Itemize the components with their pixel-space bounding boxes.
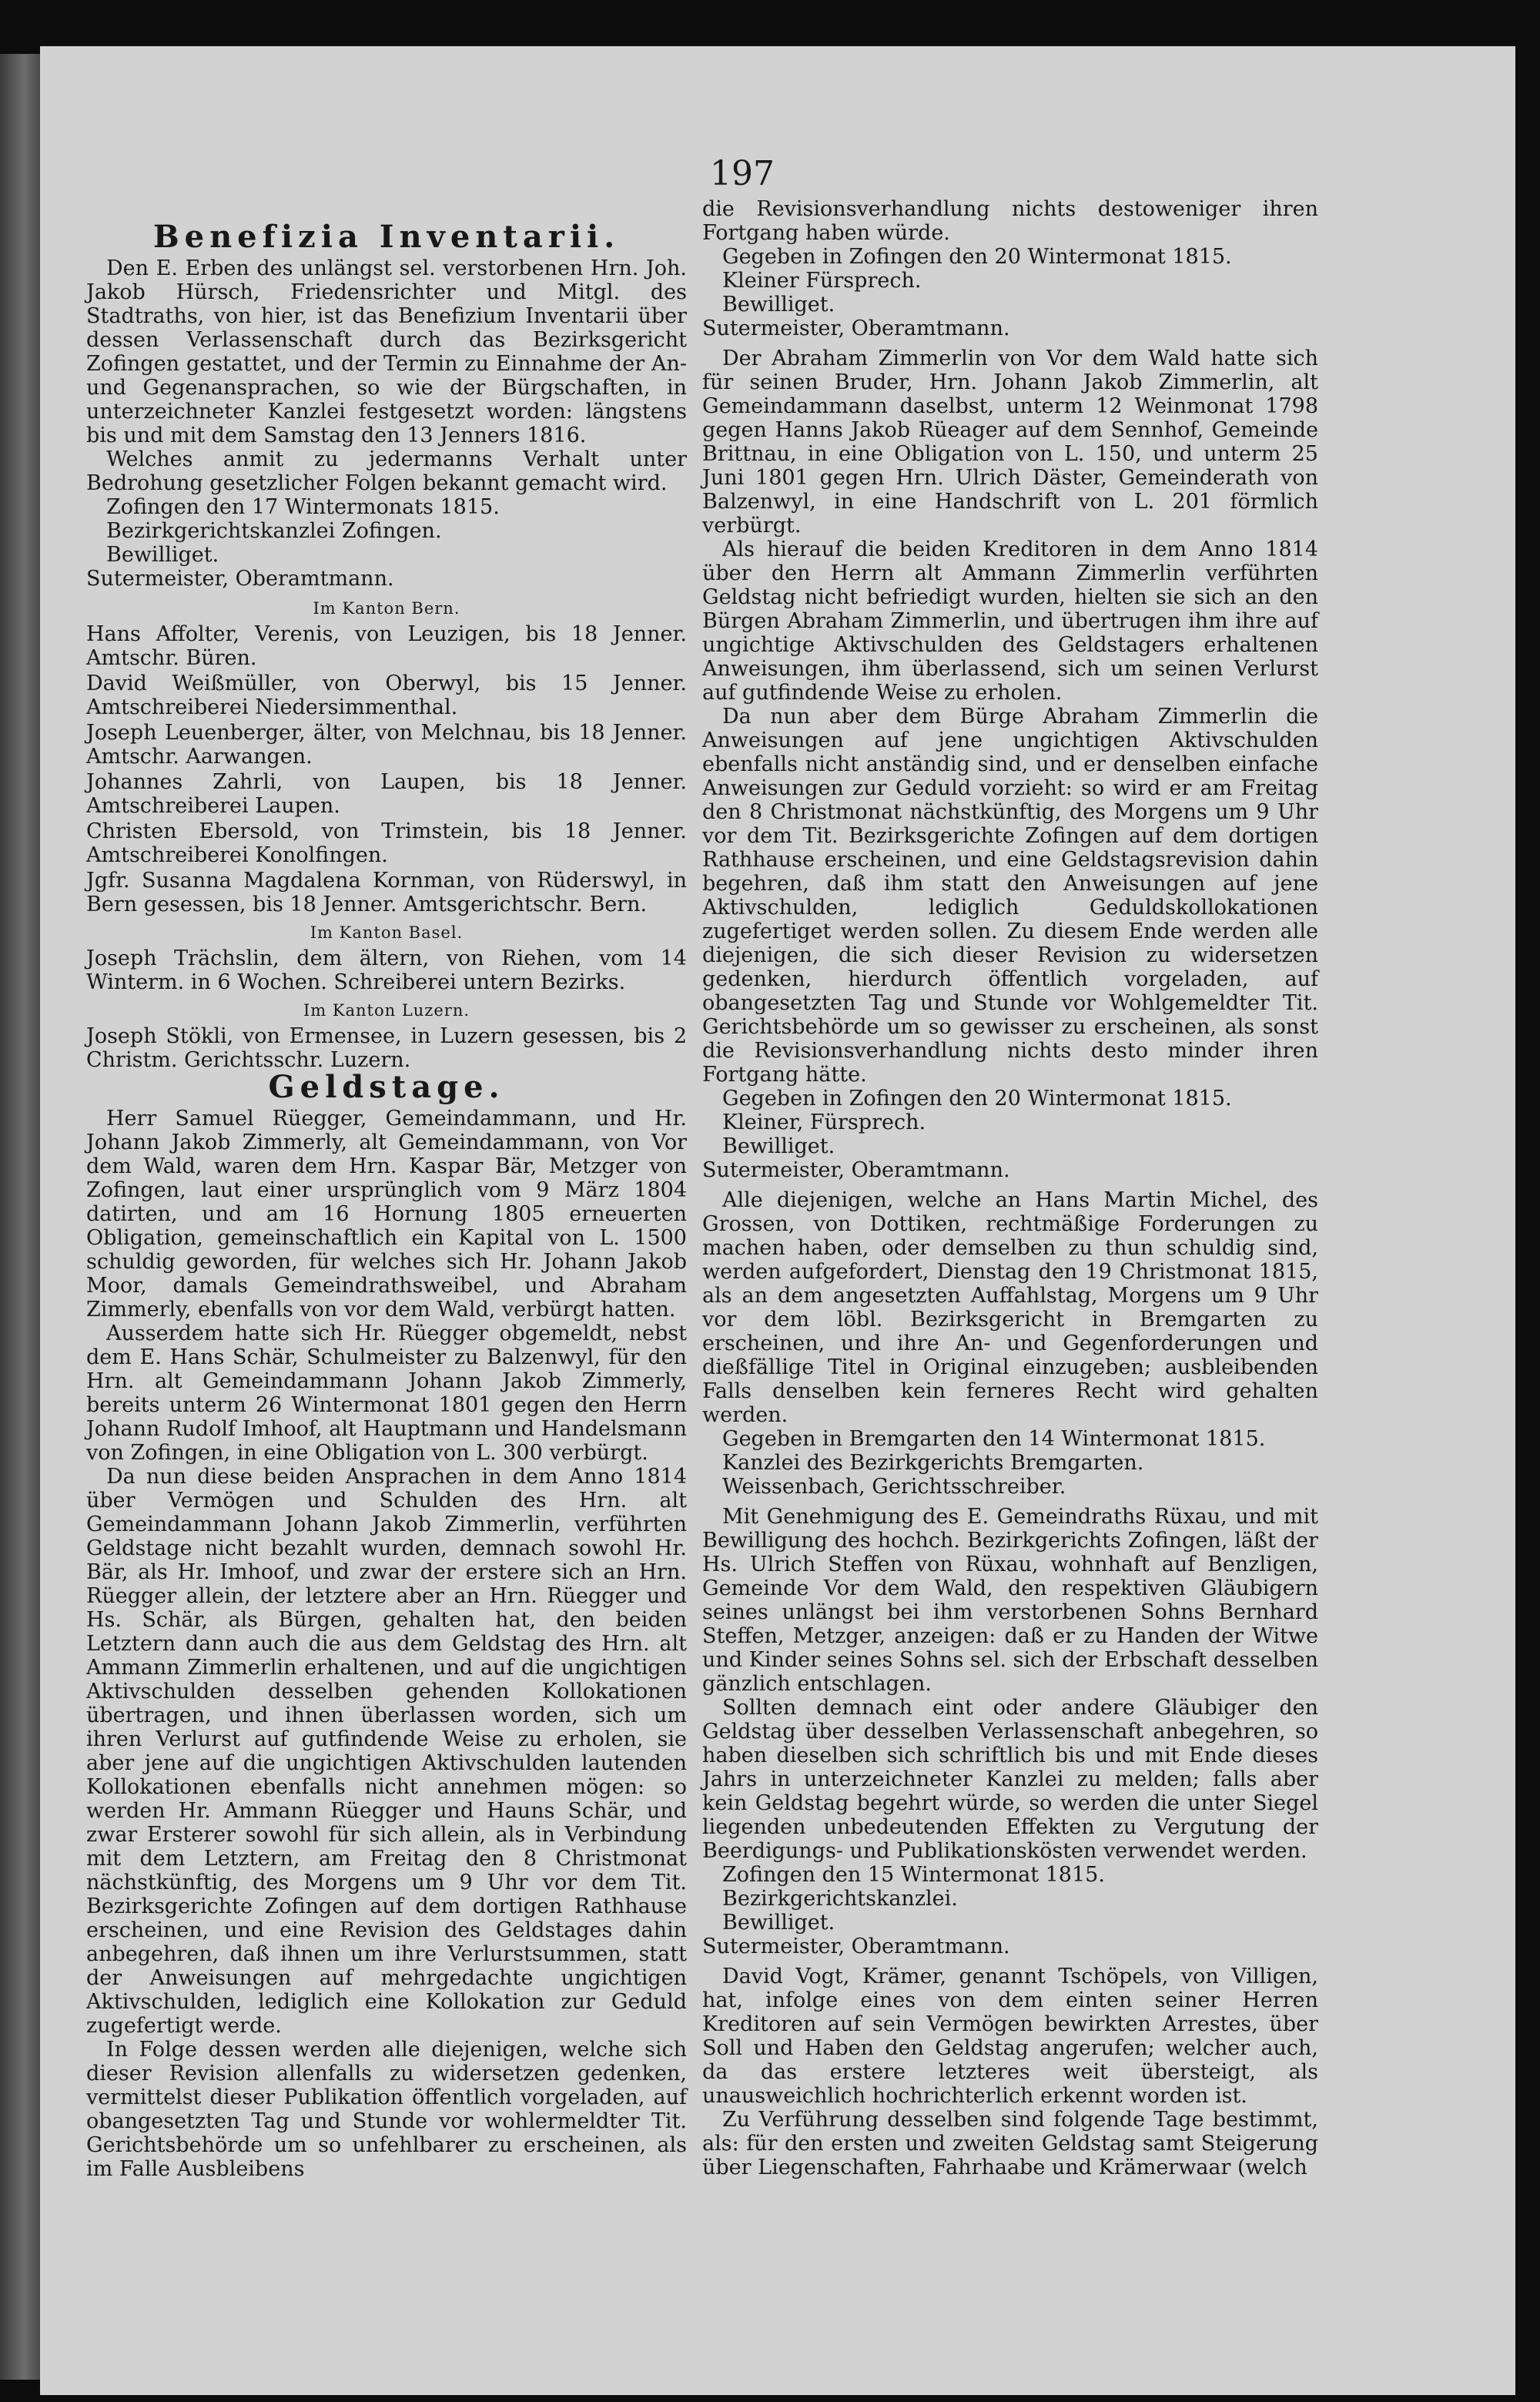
notice-approved: Bewilliget.: [722, 1134, 835, 1158]
newspaper-page: [40, 46, 1515, 2395]
notice-body: Da nun aber dem Bürge Abraham Zimmerlin die Anweisungen auf jene ungichtigen Aktivschulden ebenfalls nicht anständig sind, und er denselben einfache Anweisungen zur Geduld vorzieht: so wird er am Freitag den 8 Christmonat nächstkünftig, des Morgens um 9 Uhr vor dem Tit. Bezirksgerichte Zofingen auf dem dortigen Rathhause erscheinen, und eine Geldstagsrevision dahin begehren, daß ihm statt den Anweisungen auf jene Aktivschulden, lediglich Geduldskollokationen zugefertiget werden sollen. Zu diesem Ende werden alle diejenigen, die sich dieser Revision zu widersetzen gedenken, hierdurch öffentlich vorgeladen, auf obangesetzten Tag und Stunde vor Wohlgemeldter Tit. Gerichtsbehörde um so gewisser zu erscheinen, als sonst die Revisionsverhandlung nichts desto minder ihren Fortgang hätte.: [702, 705, 1318, 1087]
canton-heading-luzern: Im Kanton Luzern.: [303, 1001, 470, 1020]
list-item: Johannes Zahrli, von Laupen, bis 18 Jenner. Amtschreiberei Laupen.: [86, 770, 687, 818]
notice-date: Gegeben in Bremgarten den 14 Wintermonat 1815.: [722, 1427, 1266, 1451]
section-heading-geldstage: Geldstage.: [268, 1069, 505, 1105]
canton-heading-bern: Im Kanton Bern.: [313, 599, 460, 618]
notice-body: die Revisionsverhandlung nichts destoweniger ihren Fortgang haben würde.: [702, 197, 1318, 245]
notice-approved: Bewilliget.: [106, 543, 219, 567]
notice-official: Sutermeister, Oberamtmann.: [702, 1158, 1010, 1182]
notice-ruegger: [86, 1107, 687, 2181]
section-heading-benefizia: Benefizia Inventarii.: [152, 219, 621, 255]
list-item: Joseph Stökli, von Ermensee, in Luzern gesessen, bis 2 Christm. Gerichtsschr. Luzern.: [86, 1024, 687, 1072]
notice-body: Alle diejenigen, welche an Hans Martin Michel, des Grossen, von Dottiken, rechtmäßige Forderungen zu machen haben, oder demselben zu thun schuldig sind, werden aufgefordert, Dienstag den 19 Christmonat 1815, als an dem angesetzten Auffahlstag, Morgens um 9 Uhr vor dem löbl. Bezirksgericht in Bremgarten zu erscheinen, und ihre An- und Gegenforderungen und dießfällige Titel in Original einzugeben; ausbleibenden Falls denselben kein ferneres Recht wird gehalten werden.: [702, 1188, 1318, 1427]
notice-body: Welches anmit zu jedermanns Verhalt unter Bedrohung gesetzlicher Folgen bekannt gemacht wird.: [86, 447, 687, 495]
notice-michel: [702, 1188, 1318, 1499]
notice-body: Den E. Erben des unlängst sel. verstorbenen Hrn. Joh. Jakob Hürsch, Friedensrichter und Mitgl. des Stadtraths, von hier, ist das Benefizium Inventarii über dessen Verlassenschaft durch das Bezirksgericht Zofingen gestattet, und der Termin zu Einnahme der An- und Gegenansprachen, so wie der Bürgschaften, in unterzeichneter Kanzlei festgesetzt worden: längstens bis und mit dem Samstag den 13 Jenners 1816.: [86, 256, 687, 447]
notice-date: Zofingen den 15 Wintermonat 1815.: [722, 1863, 1105, 1887]
notice-body: Zu Verführung desselben sind folgende Tage bestimmt, als: für den ersten und zweiten Geldstag samt Steigerung über Liegenschaften, Fahrhaabe und Krämerwaar (welch: [702, 2108, 1318, 2179]
notice-signature: Weissenbach, Gerichtsschreiber.: [722, 1475, 1066, 1499]
notice-signature: Kanzlei des Bezirkgerichts Bremgarten.: [722, 1451, 1144, 1475]
right-column: [702, 197, 1318, 2186]
notice-signature: Kleiner Fürsprech.: [722, 269, 922, 293]
notice-date: Gegeben in Zofingen den 20 Wintermonat 1815.: [722, 1087, 1232, 1111]
notice-signature: Bezirkgerichtskanzlei Zofingen.: [106, 519, 442, 543]
notice-signature: Kleiner, Fürsprech.: [722, 1111, 926, 1134]
notice-body: In Folge dessen werden alle diejenigen, welche sich dieser Revision allenfalls zu widersetzen gedenken, vermittelst dieser Publikation öffentlich vorgeladen, auf obangesetzten Tag und Stunde vor wohlermeldter Tit. Gerichtsbehörde um so unfehlbarer zu erscheinen, als im Falle Ausbleibens: [86, 2038, 687, 2181]
list-item: Joseph Trächslin, dem ältern, von Riehen, vom 14 Winterm. in 6 Wochen. Schreiberei untern Bezirks.: [86, 946, 687, 994]
notice-body: Mit Genehmigung des E. Gemeindraths Rüxau, und mit Bewilligung des hochch. Bezirkgerichts Zofingen, läßt der Hs. Ulrich Steffen von Rüxau, wohnhaft auf Benzligen, Gemeinde Vor dem Wald, den respektiven Gläubigern seines unlängst bei ihm verstorbenen Sohns Bernhard Steffen, Metzger, anzeigen: daß er zu Handen der Witwe und Kinder seines Sohns sel. sich der Erbschaft desselben gänzlich entschlagen.: [702, 1505, 1318, 1696]
notice-date: Zofingen den 17 Wintermonats 1815.: [106, 495, 500, 519]
notice-ruegger-continued: [702, 197, 1318, 340]
list-item: Joseph Leuenberger, älter, von Melchnau, bis 18 Jenner. Amtschr. Aarwangen.: [86, 721, 687, 769]
notice-steffen: [702, 1505, 1318, 1958]
notice-body: Als hierauf die beiden Kreditoren in dem Anno 1814 über den Herrn alt Ammann Zimmerlin verführten Geldstag nicht befriedigt wurden, hielten sie sich an den Bürgen Abraham Zimmerlin, und übertrugen ihm ihre auf ungichtige Aktivschulden des Geldstagers erhaltenen Anweisungen, ihm überlassend, sich um seinen Verlurst auf gutfindende Weise zu erholen.: [702, 538, 1318, 705]
list-item: David Weißmüller, von Oberwyl, bis 15 Jenner. Amtschreiberei Niedersimmenthal.: [86, 672, 687, 719]
notice-body: Da nun diese beiden Ansprachen in dem Anno 1814 über Vermögen und Schulden des Hrn. alt Gemeindammann Johann Jakob Zimmerlin, verführten Geldstage nicht bezahlt wurden, demnach sowohl Hr. Bär, als Hr. Imhoof, und zwar der erstere sich an Hrn. Rüegger allein, der letztere aber an Hrn. Rüegger und Hs. Schär, als Bürgen, gehalten hat, den beiden Letztern dann auch die aus dem Geldstag des Hrn. alt Ammann Zimmerlin erhaltenen, und auf die ungichtigen Aktivschulden desselben gehenden Kollokationen übertragen, und ihnen überlassen worden, sich um ihren Verlurst auf gutfindende Weise zu erholen, sie aber jene auf die ungichtigen Aktivschulden lautenden Kollokationen ebenfalls nicht annehmen mögen: so werden Hr. Ammann Rüegger und Hauns Schär, und zwar Ersterer sowohl für sich allein, als in Verbindung mit dem Letztern, am Freitag den 8 Christmonat nächstkünftig, des Morgens um 9 Uhr vor dem Tit. Bezirksgerichte Zofingen auf dem dortigen Rathhause erscheinen, und eine Revision des Geldstages dahin anbegehren, daß ihnen um ihre Verlurstsummen, statt der Anweisungen auf mehrgedachte ungichtigen Aktivschulden, lediglich eine Kollokation zur Geduld zugefertigt werde.: [86, 1465, 687, 2038]
notice-date: Gegeben in Zofingen den 20 Wintermonat 1815.: [722, 245, 1232, 269]
canton-heading-basel: Im Kanton Basel.: [310, 923, 464, 942]
notice-zimmerlin: [702, 347, 1318, 1182]
list-item: Hans Affolter, Verenis, von Leuzigen, bis 18 Jenner. Amtschr. Büren.: [86, 622, 687, 670]
notice-official: Sutermeister, Oberamtmann.: [86, 567, 394, 591]
notice-body: David Vogt, Krämer, genannt Tschöpels, von Villigen, hat, infolge eines von dem einten seiner Herren Kreditoren auf sein Vermögen bewirkten Arrestes, über Soll und Haben den Geldstag angerufen; welcher auch, da das erstere letzteres weit übersteigt, als unausweichlich hochrichterlich erkennt worden ist.: [702, 1965, 1318, 2108]
notice-body: Sollten demnach eint oder andere Gläubiger den Geldstag über desselben Verlassenschaft anbegehren, so haben dieselben sich schriftlich bis und mit Ende dieses Jahrs in unterzeichneter Kanzlei zu melden; falls aber kein Geldstag begehrt würde, so werden die unter Siegel liegenden unbedeutenden Effekten zu Vergutung der Beerdigungs- und Publikationskösten verwendet werden.: [702, 1696, 1318, 1863]
notice-official: Sutermeister, Oberamtmann.: [702, 317, 1010, 340]
notice-body: Ausserdem hatte sich Hr. Rüegger obgemeldt, nebst dem E. Hans Schär, Schulmeister zu Balzenwyl, für den Hrn. alt Gemeindammann Johann Jakob Zimmerly, bereits unterm 26 Wintermonat 1801 gegen den Herrn Johann Rudolf Imhoof, alt Hauptmann und Handelsmann von Zofingen, in eine Obligation von L. 300 verbürgt.: [86, 1322, 687, 1465]
notice-official: Sutermeister, Oberamtmann.: [702, 1935, 1010, 1958]
notice-signature: Bezirkgerichtskanzlei.: [722, 1887, 958, 1911]
notice-body: Der Abraham Zimmerlin von Vor dem Wald hatte sich für seinen Bruder, Hrn. Johann Jakob Zimmerlin, alt Gemeindammann daselbst, unterm 12 Weinmonat 1798 gegen Hanns Jakob Rüeager auf dem Sennhof, Gemeinde Brittnau, in eine Obligation von L. 150, und unterm 25 Juni 1801 gegen Hrn. Ulrich Däster, Gemeinderath von Balzenwyl, in eine Handschrift von L. 201 förmlich verbürgt.: [702, 347, 1318, 538]
notice-approved: Bewilliget.: [722, 293, 835, 317]
list-item: Christen Ebersold, von Trimstein, bis 18 Jenner. Amtschreiberei Konolfingen.: [86, 819, 687, 867]
previous-page-edge: [0, 54, 40, 2380]
notice-hursch: [86, 256, 687, 591]
page-number: 197: [710, 154, 775, 193]
list-item: Jgfr. Susanna Magdalena Kornman, von Rüderswyl, in Bern gesessen, bis 18 Jenner. Amtsgerichtschr. Bern.: [86, 869, 687, 916]
left-column: [86, 219, 687, 2187]
notice-vogt: [702, 1965, 1318, 2179]
notice-body: Herr Samuel Rüegger, Gemeindammann, und Hr. Johann Jakob Zimmerly, alt Gemeindammann, von Vor dem Wald, waren dem Hrn. Kaspar Bär, Metzger von Zofingen, laut einer ursprünglich vom 9 März 1804 datirten, und am 16 Hornung 1805 erneuerten Obligation, gemeinschaftlich ein Kapital von L. 1500 schuldig geworden, für welches sich Hr. Johann Jakob Moor, damals Gemeindrathsweibel, und Abraham Zimmerly, ebenfalls von vor dem Wald, verbürgt hatten.: [86, 1107, 687, 1322]
notice-approved: Bewilliget.: [722, 1911, 835, 1935]
